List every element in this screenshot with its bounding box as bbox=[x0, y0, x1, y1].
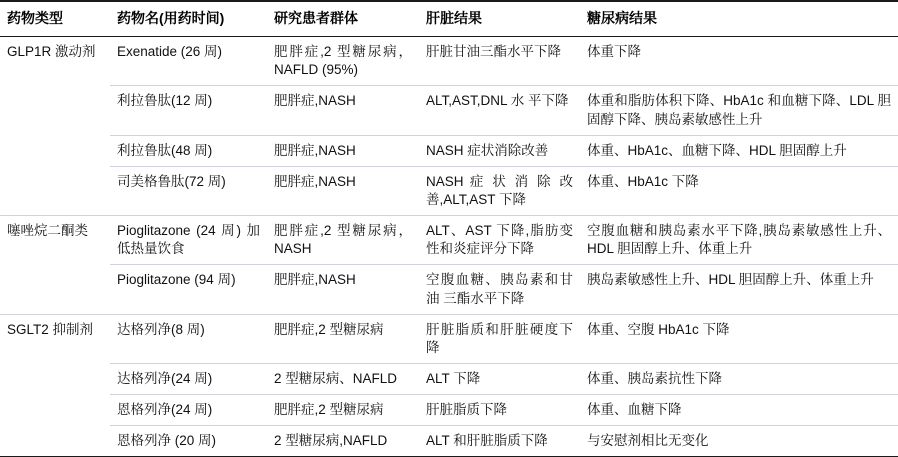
cell-diabetes-outcome: 体重、空腹 HbA1c 下降 bbox=[587, 321, 730, 337]
table-row bbox=[0, 426, 898, 457]
cell-diabetes-outcome: 体重、胰岛素抗性下降 bbox=[587, 371, 722, 387]
group-label-sglt2: SGLT2 抑制剂 bbox=[0, 314, 110, 456]
table-row bbox=[0, 216, 898, 265]
table-row bbox=[0, 86, 898, 135]
column-header-diabetes-outcome: 糖尿病结果 bbox=[580, 1, 898, 36]
cell-diabetes-outcome: 胰岛素敏感性上升、HDL 胆固醇上升、体重上升 bbox=[587, 272, 874, 288]
cell-population: 肥胖症,NASH bbox=[274, 272, 356, 288]
table-row bbox=[0, 135, 898, 166]
cell-drug-name: 达格列净(24 周) bbox=[117, 371, 213, 387]
table-row bbox=[0, 314, 898, 363]
cell-population: 肥胖症,NASH bbox=[274, 173, 356, 189]
cell-population: 肥胖症,NASH bbox=[274, 142, 356, 158]
cell-liver-outcome: 肝脏脂质下降 bbox=[426, 402, 507, 418]
cell-diabetes-outcome: 体重、HbA1c、血糖下降、HDL 胆固醇上升 bbox=[587, 142, 847, 158]
cell-diabetes-outcome: 体重下降 bbox=[587, 43, 641, 59]
cell-population: 肥胖症,2 型糖尿病 bbox=[274, 321, 384, 337]
cell-drug-name: 恩格列净 (20 周) bbox=[117, 433, 217, 449]
table-row bbox=[0, 364, 898, 395]
cell-diabetes-outcome: 体重和脂肪体积下降、HbA1c 和血糖下降、LDL 胆固醇下降、胰岛素敏感性上升 bbox=[587, 93, 891, 127]
cell-drug-name: 司美格鲁肽(72 周) bbox=[117, 173, 226, 189]
cell-diabetes-outcome: 体重、HbA1c 下降 bbox=[587, 173, 699, 189]
column-header-population: 研究患者群体 bbox=[267, 1, 419, 36]
cell-liver-outcome: 空腹血糖、胰岛素和甘油 三酯水平下降 bbox=[426, 272, 573, 306]
table-row bbox=[0, 395, 898, 426]
cell-population: 2 型糖尿病,NAFLD bbox=[274, 433, 388, 449]
group-label-glp1r: GLP1R 激动剂 bbox=[0, 36, 110, 215]
cell-population: 肥胖症,2 型糖尿病 bbox=[274, 402, 384, 418]
column-header-drug-type: 药物类型 bbox=[0, 1, 110, 36]
cell-liver-outcome: NASH 症状消除改善 bbox=[426, 142, 549, 158]
cell-drug-name: Exenatide (26 周) bbox=[117, 43, 223, 59]
cell-drug-name: Pioglitazone (24 周) 加 低热量饮食 bbox=[117, 223, 260, 257]
cell-drug-name: 利拉鲁肽(48 周) bbox=[117, 142, 213, 158]
cell-drug-name: 达格列净(8 周) bbox=[117, 321, 205, 337]
table-row bbox=[0, 166, 898, 215]
cell-liver-outcome: 肝脏脂质和肝脏硬度下降 bbox=[426, 321, 573, 356]
cell-diabetes-outcome: 与安慰剂相比无变化 bbox=[587, 433, 709, 449]
cell-diabetes-outcome: 体重、血糖下降 bbox=[587, 402, 682, 418]
cell-population: 肥胖症,2 型糖尿病，NASH bbox=[274, 223, 412, 257]
table-header-row bbox=[0, 1, 898, 36]
cell-population: 肥胖症,NASH bbox=[274, 93, 356, 109]
cell-population: 肥胖症,2 型糖尿病，NAFLD (95%) bbox=[274, 43, 412, 78]
table-body bbox=[0, 36, 898, 456]
cell-liver-outcome: ALT 下降 bbox=[426, 371, 481, 387]
cell-drug-name: 利拉鲁肽(12 周) bbox=[117, 93, 213, 109]
group-label-tzd: 噻唑烷二酮类 bbox=[0, 216, 110, 315]
column-header-liver-outcome: 肝脏结果 bbox=[419, 1, 580, 36]
column-header-drug-name: 药物名(用药时间) bbox=[110, 1, 267, 36]
cell-liver-outcome: 肝脏甘油三酯水平下降 bbox=[426, 43, 561, 59]
cell-drug-name: Pioglitazone (94 周) bbox=[117, 272, 236, 288]
cell-liver-outcome: ALT,AST,DNL 水 平下降 bbox=[426, 93, 569, 109]
table-row bbox=[0, 265, 898, 314]
cell-liver-outcome: ALT 和肝脏脂质下降 bbox=[426, 433, 548, 449]
cell-diabetes-outcome: 空腹血糖和胰岛素水平下降,胰岛素敏感性上升、HDL 胆固醇上升、体重上升 bbox=[587, 223, 891, 257]
cell-drug-name: 恩格列净(24 周) bbox=[117, 402, 213, 418]
cell-liver-outcome: NASH 症 状 消 除 改善,ALT,AST 下降 bbox=[426, 173, 573, 207]
cell-population: 2 型糖尿病、NAFLD bbox=[274, 371, 398, 387]
cell-liver-outcome: ALT、AST 下降,脂肪变 性和炎症评分下降 bbox=[426, 223, 573, 257]
table-row bbox=[0, 36, 898, 85]
